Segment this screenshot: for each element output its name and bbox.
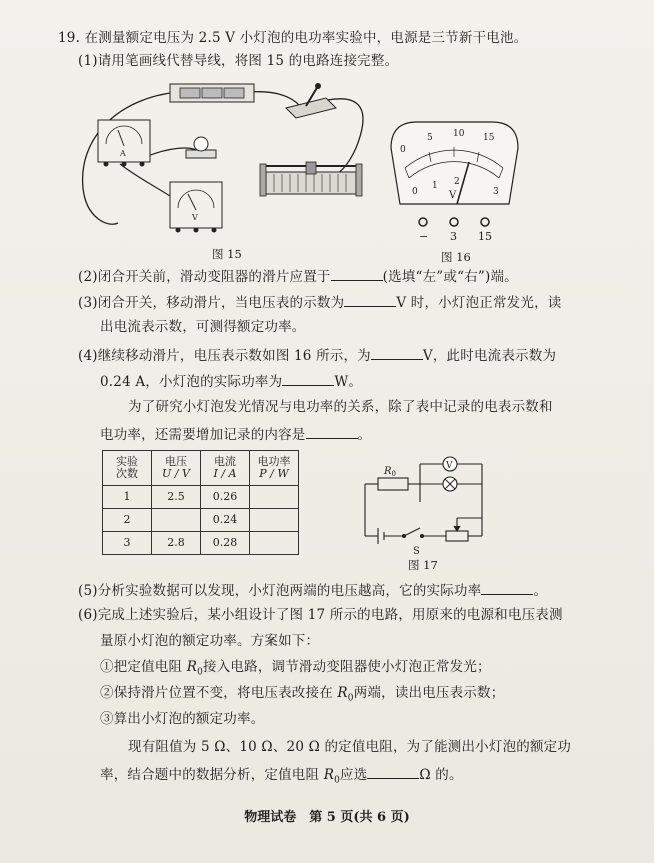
question-intro [58, 29, 527, 47]
answer-blank[interactable] [344, 292, 396, 307]
switch-label: S [413, 546, 420, 556]
terminal [481, 218, 489, 226]
answer-blank[interactable] [306, 424, 358, 439]
wire [250, 92, 300, 106]
terminal [419, 218, 427, 226]
table-header: 电压 U / V [152, 451, 201, 486]
dial-top-label: 0 [400, 145, 406, 155]
dial-bottom-label: 1 [432, 181, 438, 191]
table-row: 2 0.24 [103, 509, 299, 532]
final-paragraph: 现有阻值为 5 Ω、10 Ω、20 Ω 的定值电阻，为了能测出小灯泡的额定功 [128, 739, 572, 755]
part-1: (1)请用笔画线代替导线，将图 15 的电路连接完整。 [78, 53, 399, 69]
question-intro-text: 在测量额定电压为 2.5 V 小灯泡的电功率实验中，电源是三节新干电池。 [84, 30, 528, 46]
lamp [186, 137, 216, 158]
part-5: (5)分析实验数据可以发现，小灯泡两端的电压越高，它的实际功率 。 [78, 580, 547, 600]
table-row: 1 2.5 0.26 [103, 486, 299, 509]
dial-unit-label: V [449, 190, 457, 201]
dial-bottom-label: 0 [412, 187, 418, 197]
part-2: (2)闭合开关前，滑动变阻器的滑片应置于 (选填“左”或“右”)端。 [78, 266, 518, 286]
terminal [450, 218, 458, 226]
terminal-label: 15 [478, 230, 492, 242]
table-header: 电功率 P / W [250, 451, 299, 486]
dial-top-label: 15 [483, 133, 495, 143]
svg-text:A: A [120, 149, 126, 158]
question-number: 19. [58, 30, 81, 46]
data-table [102, 450, 299, 555]
r0-label: $R_0$ [384, 466, 396, 478]
step-3: ③算出小灯泡的额定功率。 [100, 711, 265, 727]
terminal-label: 3 [450, 230, 457, 242]
figure-15-caption: 图 15 [212, 247, 242, 261]
page-footer: 物理试卷 第 5 页(共 6 页) [244, 810, 410, 825]
voltmeter-symbol-label: V [446, 461, 453, 471]
dial-bottom-label: 3 [493, 187, 499, 197]
final-paragraph-cont: 率，结合题中的数据分析，定值电阻 $R_0$应选 Ω 的。 [100, 764, 463, 790]
figure-17-circuit [360, 452, 495, 556]
wire [120, 164, 170, 196]
step-2: ②保持滑片位置不变，将电压表改接在 $R_0$两端，读出电压表示数； [100, 685, 505, 704]
part-4-cont: 0.24 A，小灯泡的实际功率为 W。 [100, 371, 362, 391]
answer-blank[interactable] [367, 764, 419, 779]
part-4: (4)继续移动滑片，电压表示数如图 16 所示，为 V，此时电流表示数为 [78, 345, 556, 365]
table-row: 3 2.8 0.28 [103, 532, 299, 555]
dial-top-label: 10 [453, 129, 465, 139]
part-3-cont: 出电流表示数，可测得额定功率。 [100, 319, 306, 335]
answer-blank[interactable] [481, 580, 533, 595]
paragraph-research: 为了研究小灯泡发光情况与电功率的关系，除了表中记录的电表示数和 [128, 399, 553, 415]
figure-15-circuit [78, 78, 378, 246]
ammeter [98, 120, 150, 167]
dial-bottom-label: 2 [454, 177, 460, 187]
answer-blank[interactable] [282, 371, 334, 386]
voltmeter [170, 182, 222, 233]
figure-16-voltmeter-dial [387, 118, 522, 242]
answer-blank[interactable] [371, 345, 423, 360]
svg-text:V: V [192, 213, 198, 222]
rheostat [260, 162, 362, 196]
battery-pack [170, 84, 254, 102]
terminal-label: − [419, 230, 429, 242]
table-header-row [103, 451, 299, 486]
part-3: (3)闭合开关，移动滑片，当电压表的示数为 V 时，小灯泡正常发光，读 [78, 292, 561, 312]
part-6-cont: 量原小灯泡的额定功率。方案如下： [100, 633, 320, 649]
dial-top-label: 5 [427, 133, 433, 143]
resistor-r0 [378, 478, 408, 490]
part-6: (6)完成上述实验后，某小组设计了图 17 所示的电路，用原来的电源和电压表测 [78, 607, 563, 623]
step-1: ①把定值电阻 $R_0$接入电路，调节滑动变阻器使小灯泡正常发光； [100, 659, 491, 678]
paragraph-research-cont: 电功率，还需要增加记录的内容是 。 [100, 424, 371, 444]
figure-16-caption: 图 16 [441, 250, 471, 264]
answer-blank[interactable] [331, 266, 383, 281]
figure-17-caption: 图 17 [408, 558, 438, 572]
table-header: 实验 次数 [103, 451, 152, 486]
table-header: 电流 I / A [201, 451, 250, 486]
